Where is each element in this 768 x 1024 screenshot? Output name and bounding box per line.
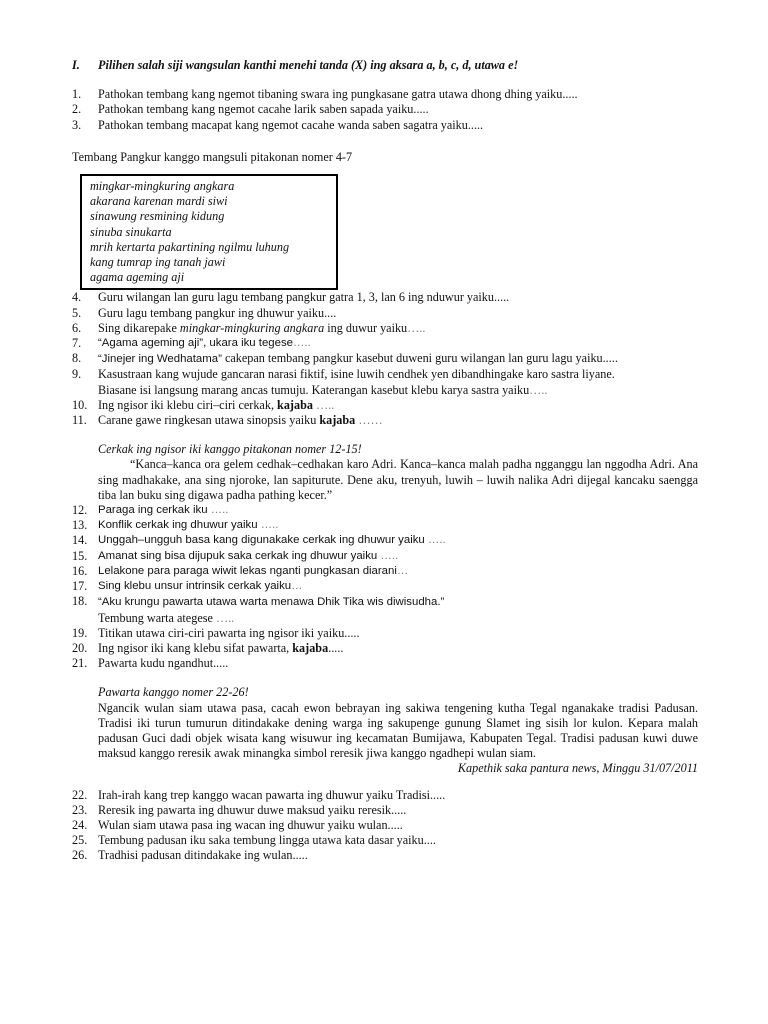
question-text: Titikan utawa ciri-ciri pawarta ing ngisor iki yaiku.....	[98, 625, 360, 640]
question-12	[72, 503, 698, 518]
question-16	[72, 564, 698, 579]
question-number: 2.	[72, 102, 82, 117]
question-text	[98, 413, 698, 428]
answer-blank: …..	[377, 549, 399, 562]
question-number: 25.	[72, 833, 88, 848]
question-text: Pawarta kudu ngandhut.....	[98, 656, 229, 671]
question-18	[72, 594, 698, 625]
answer-blank: …..	[207, 504, 229, 517]
question-text-part: “Agama ageming aji”, ukara iku tegese	[98, 337, 294, 350]
answer-blank: ……	[355, 413, 383, 428]
question-21	[72, 656, 698, 671]
question-text-part: Tembung warta ategese	[98, 610, 213, 625]
question-text	[98, 351, 698, 367]
poem-box	[80, 174, 338, 290]
emphasis-word: kajaba	[277, 397, 313, 412]
poem-line: kang tumrap ing tanah jawi	[90, 255, 226, 270]
question-19	[72, 626, 698, 641]
question-text-part: Biasane isi langsung marang ancas tumuju. Katerangan kasebut klebu karya sastra yaiku	[98, 382, 530, 397]
question-5	[72, 306, 698, 321]
question-text	[98, 594, 698, 625]
question-text-part: Carane gawe ringkesan utawa sinopsis yaiku	[98, 413, 320, 428]
question-text	[98, 641, 698, 656]
question-number: 20.	[72, 640, 88, 655]
poem-line: mingkar-mingkuring angkara	[90, 179, 235, 194]
answer-blank: …	[396, 564, 409, 577]
question-number: 5.	[72, 305, 82, 320]
question-number: 21.	[72, 656, 88, 671]
question-6	[72, 321, 698, 336]
quoted-phrase: “Jinejer ing Wedhatama”	[98, 353, 222, 366]
question-text-part: Kasustraan kang wujude gancaran narasi fiktif, isine luwih cendhek yen dibandhingake karo sastra liyane.	[98, 367, 615, 382]
question-17	[72, 579, 698, 594]
section-number: I.	[72, 58, 80, 72]
question-11	[72, 413, 698, 428]
poem-line: akarana karenan mardi siwi	[90, 194, 228, 209]
question-text	[98, 518, 698, 533]
emphasis-word: kajaba	[292, 640, 329, 655]
question-number: 8.	[72, 351, 82, 366]
question-number: 9.	[72, 367, 82, 382]
question-text-part: Konflik cerkak ing dhuwur yaiku	[98, 519, 258, 532]
question-number: 3.	[72, 117, 82, 132]
question-text: Pathokan tembang kang ngemot tibaning swara ing pungkasane gatra utawa dhong dhing yaiku.....	[98, 87, 578, 102]
question-number: 11.	[72, 413, 87, 428]
questions-4-11	[72, 290, 698, 428]
poem-line: agama ageming aji	[90, 270, 185, 285]
news-source: Kapethik saka pantura news, Minggu 31/07/2011	[457, 761, 698, 776]
poem-line: mrih kertarta pakartining ngilmu luhung	[90, 239, 290, 254]
question-number: 15.	[72, 548, 88, 563]
question-26	[72, 848, 698, 863]
answer-blank: …..	[293, 337, 311, 350]
emphasis-word: kajaba	[319, 413, 356, 428]
question-number: 13.	[72, 518, 88, 533]
question-text: Pathokan tembang kang ngemot cacahe larik saben sapada yaiku.....	[98, 102, 429, 117]
question-text: Guru wilangan lan guru lagu tembang pangkur gatra 1, 3, lan 6 ing nduwur yaiku.....	[98, 290, 510, 305]
cerkak-caption: Cerkak ing ngisor iki kanggo pitakonan nomer 12-15!	[98, 442, 362, 457]
question-text	[98, 503, 698, 518]
question-20	[72, 641, 698, 656]
worksheet-page	[72, 58, 698, 864]
question-number: 7.	[72, 336, 82, 351]
answer-blank: …..	[529, 382, 548, 397]
question-number: 4.	[72, 290, 82, 305]
question-text-part: Unggah–ungguh basa kang digunakake cerkak ing dhuwur yaiku	[98, 534, 425, 547]
question-number: 24.	[72, 817, 88, 832]
question-text-part: Sing dikarepake	[98, 320, 180, 335]
question-15	[72, 549, 698, 564]
answer-blank: …..	[312, 397, 335, 412]
question-text	[98, 549, 698, 564]
question-text-part: Ing ngisor iki klebu ciri–ciri cerkak,	[98, 397, 278, 412]
question-text-part: ing duwur yaiku	[324, 320, 408, 335]
question-text	[98, 398, 698, 413]
question-text	[98, 579, 698, 594]
question-text	[98, 321, 698, 336]
question-text: Tembung padusan iku saka tembung lingga utawa kata dasar yaiku....	[98, 833, 436, 848]
question-25	[72, 833, 698, 848]
question-number: 18.	[72, 594, 88, 609]
news-passage: Ngancik wulan siam utawa pasa, cacah ewon bebrayan ing sakiwa tengening kutha Tegal nganakake tradisi Padusan. Tradisi iki turun tumurun ditindakake dening warga ing sakupenge gunung Slamet ing sisih lor kulon. Kepara malah padusan Guci dadi objek wisata kang wisuwur ing kecamatan Bumijawa, Kabupaten Tegal. Tradisi padusan kuwi duwe maksud kanggo reresik awak minangka simbol reresik jiwa kanggo ngadhepi wulan siam.	[98, 700, 698, 761]
question-8	[72, 351, 698, 367]
questions-1-3	[72, 87, 698, 133]
question-9	[72, 367, 698, 397]
question-14	[72, 533, 698, 548]
question-text: Guru lagu tembang pangkur ing dhuwur yaiku....	[98, 305, 337, 320]
question-10	[72, 398, 698, 413]
question-text: Wulan siam utawa pasa ing wacan ing dhuwur yaiku wulan.....	[98, 817, 403, 832]
question-text: Reresik ing pawarta ing dhuwur duwe maksud yaiku reresik.....	[98, 802, 407, 817]
news-caption: Pawarta kanggo nomer 22-26!	[98, 685, 249, 700]
section-instruction: Pilihen salah siji wangsulan kanthi menehi tanda (X) ing aksara a, b, c, d, utawa e!	[98, 58, 519, 72]
question-text-part: Amanat sing bisa dijupuk saka cerkak ing dhuwur yaiku	[98, 549, 378, 562]
answer-blank: .....	[328, 640, 344, 655]
question-number: 26.	[72, 848, 88, 863]
question-7	[72, 336, 698, 351]
quoted-phrase: mingkar-mingkuring angkara	[179, 320, 325, 335]
question-number: 1.	[72, 87, 82, 102]
question-text: Pathokan tembang macapat kang ngemot cacahe wanda saben sagatra yaiku.....	[98, 117, 484, 132]
question-text	[98, 533, 698, 548]
poem-line: sinuba sinukarta	[90, 224, 172, 239]
question-1	[72, 87, 698, 102]
question-text-part: Paraga ing cerkak iku	[98, 504, 208, 517]
question-text: Irah-irah kang trep kanggo wacan pawarta ing dhuwur yaiku Tradisi.....	[98, 787, 446, 802]
question-text: Tradhisi padusan ditindakake ing wulan.....	[98, 848, 308, 863]
poem-line: sinawung resmining kidung	[90, 209, 225, 224]
questions-22-26	[72, 788, 698, 864]
question-text-part: Ing ngisor iki kang klebu sifat pawarta,	[98, 640, 293, 655]
question-23	[72, 803, 698, 818]
question-24	[72, 818, 698, 833]
question-number: 22.	[72, 787, 88, 802]
question-number: 16.	[72, 563, 88, 578]
question-4	[72, 290, 698, 305]
question-text-part: Lelakone para paraga wiwit lekas nganti pungkasan diarani	[98, 564, 397, 577]
question-text-part: Sing klebu unsur intrinsik cerkak yaiku	[98, 580, 292, 593]
answer-blank: …..	[424, 534, 446, 547]
answer-blank: …..	[212, 610, 235, 625]
question-number: 23.	[72, 802, 88, 817]
question-number: 6.	[72, 320, 82, 335]
cerkak-passage: “Kanca–kanca ora gelem cedhak–cedhakan karo Adri. Kanca–kanca malah padha ngganggu lan nggodha Adri. Ana sing madhakake, ana sing njoroke, lan sapiturute. Dene aku, trenyuh, luwih – luwih nalika Adri dijegal kancaku saengga tiba lan buku sing digawa padha pathing kecer.”	[98, 457, 698, 502]
section-heading	[72, 58, 698, 73]
spacer	[72, 777, 698, 788]
question-2	[72, 102, 698, 117]
question-text-part: cakepan tembang pangkur kasebut duweni guru wilangan lan guru lagu yaiku.....	[221, 351, 618, 366]
questions-12-21	[72, 503, 698, 671]
question-number: 10.	[72, 397, 88, 412]
question-text	[98, 564, 698, 579]
question-13	[72, 518, 698, 533]
answer-blank: …	[291, 580, 303, 593]
question-text	[98, 336, 698, 351]
quoted-sentence: “Aku krungu pawarta utawa warta menawa Dhik Tika wis diwisudha.”	[98, 596, 445, 609]
answer-blank: …..	[407, 320, 426, 335]
question-number: 19.	[72, 625, 88, 640]
question-number: 14.	[72, 533, 88, 548]
question-number: 12.	[72, 503, 88, 518]
question-number: 17.	[72, 579, 88, 594]
answer-blank: …..	[257, 519, 279, 532]
question-text	[98, 367, 698, 397]
question-3	[72, 118, 698, 133]
poem-intro: Tembang Pangkur kanggo mangsuli pitakonan nomer 4-7	[72, 149, 353, 164]
question-22	[72, 788, 698, 803]
